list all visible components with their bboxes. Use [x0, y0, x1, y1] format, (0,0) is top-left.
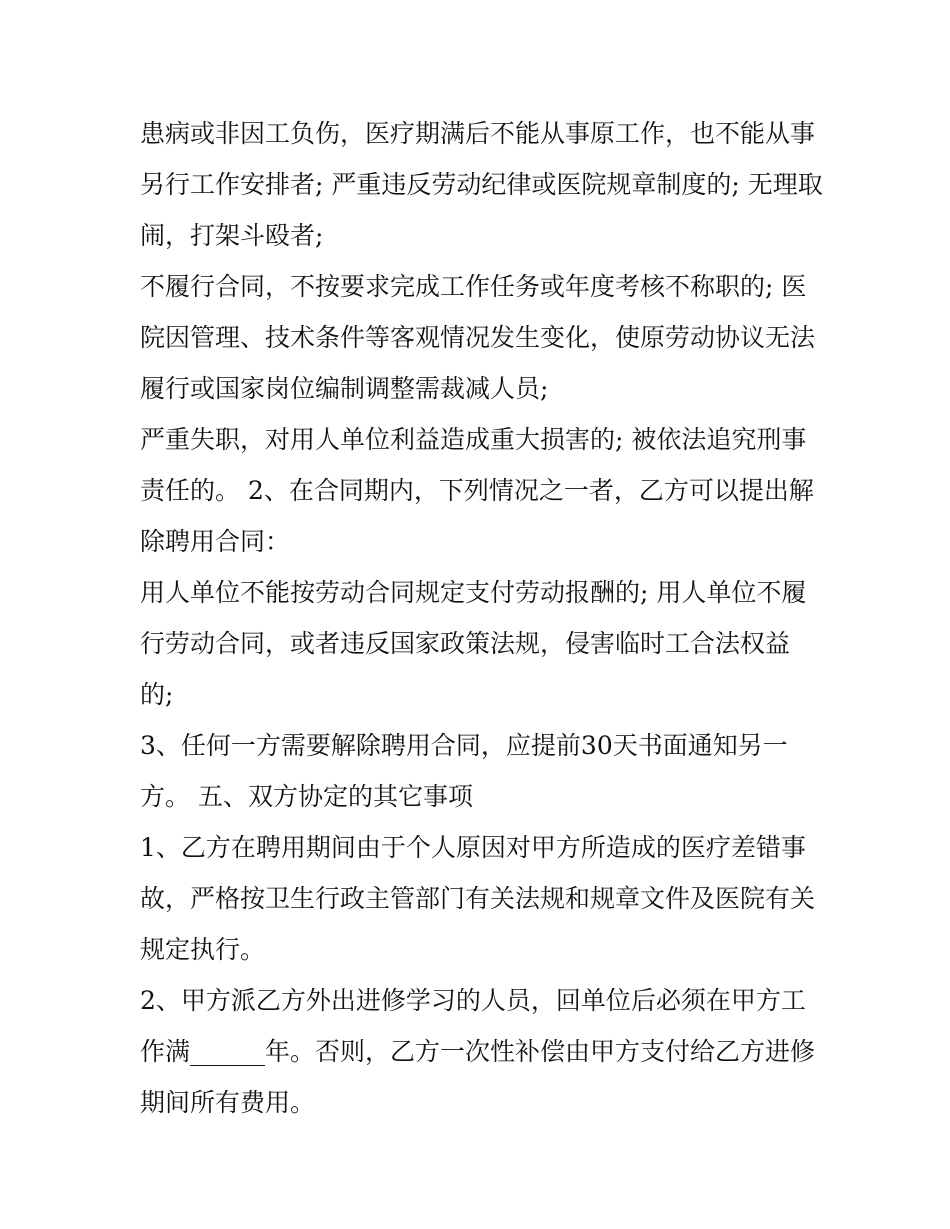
text-line: 故，严格按卫生行政主管部门有关法规和规章文件及医院有关: [140, 884, 816, 913]
text-line: 另行工作安排者; 严重违反劳动纪律或医院规章制度的; 无理取: [140, 170, 823, 199]
text-line: 用人单位不能按劳动合同规定支付劳动报酬的; 用人单位不履: [140, 578, 807, 607]
text-line: 方。 五、双方协定的其它事项: [140, 782, 473, 811]
text-line: 1、乙方在聘用期间由于个人原因对甲方所造成的医疗差错事: [140, 833, 806, 862]
text-line: 的;: [140, 680, 174, 709]
text-line: 闹，打架斗殴者;: [140, 221, 324, 250]
text-line: 3、任何一方需要解除聘用合同，应提前30天书面通知另一: [140, 731, 788, 760]
text-line: 不履行合同，不按要求完成工作任务或年度考核不称职的; 医: [140, 272, 807, 301]
text-line: 履行或国家岗位编制调整需裁减人员;: [140, 374, 549, 403]
text-line: 除聘用合同：: [140, 527, 291, 556]
text-line: 患病或非因工负伤，医疗期满后不能从事原工作，也不能从事: [140, 119, 816, 148]
text-line: 作满______年。否则，乙方一次性补偿由甲方支付给乙方进修: [140, 1037, 816, 1066]
text-line: 院因管理、技术条件等客观情况发生变化，使原劳动协议无法: [140, 323, 816, 352]
text-line: 规定执行。: [140, 935, 266, 964]
text-line: 期间所有费用。: [140, 1088, 316, 1117]
text-line: 责任的。 2、在合同期内，下列情况之一者，乙方可以提出解: [140, 476, 814, 505]
text-line: 2、甲方派乙方外出进修学习的人员，回单位后必须在甲方工: [140, 986, 806, 1015]
text-line: 严重失职，对用人单位利益造成重大损害的; 被依法追究刑事: [140, 425, 807, 454]
text-line: 行劳动合同，或者违反国家政策法规，侵害临时工合法权益: [140, 629, 791, 658]
contract-body-text: [140, 108, 823, 1128]
